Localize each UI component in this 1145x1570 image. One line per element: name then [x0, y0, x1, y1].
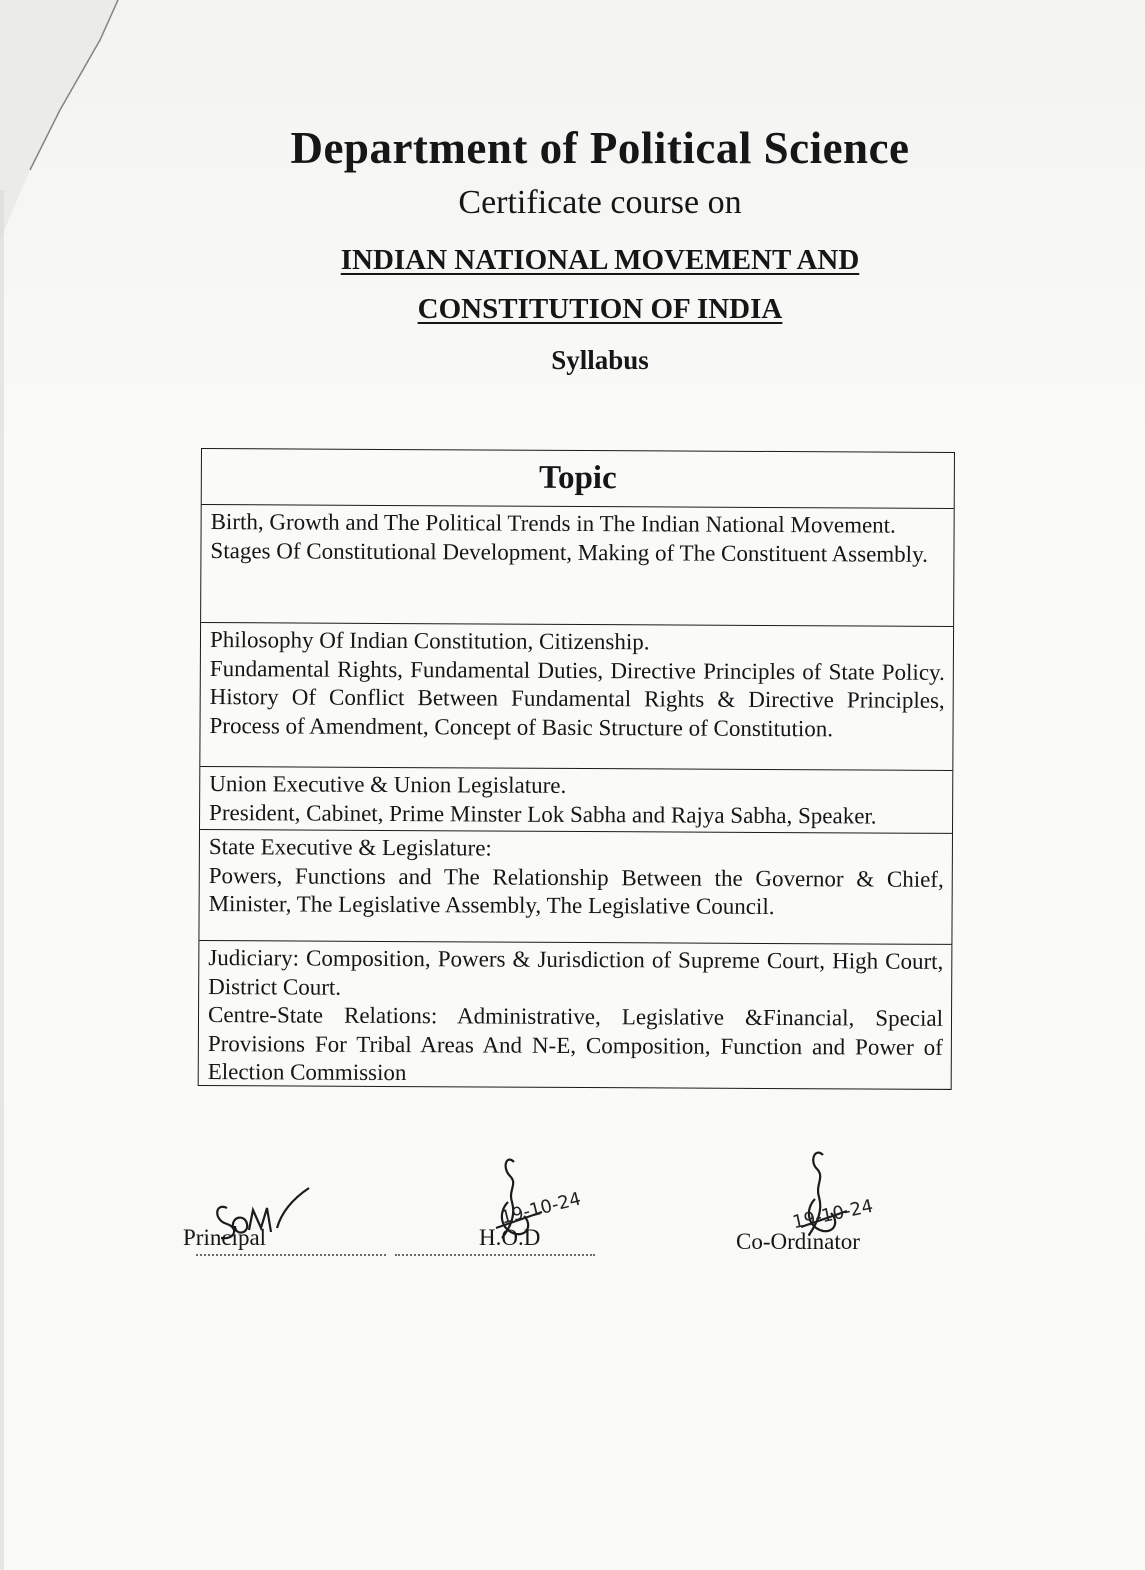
principal-label: Principal: [183, 1225, 267, 1250]
course-title-line-2-text: CONSTITUTION OF INDIA: [417, 293, 783, 325]
table-row: [201, 505, 954, 627]
topic-line: Powers, Functions and The Relationship Between the Governor & Chief, Minister, The Legislative Assembly, The Legislative Council.: [208, 862, 944, 920]
topic-line: Fundamental Rights, Fundamental Duties, Directive Principles of State Policy. History Of Conflict Between Fundamental Rights & Directive Principles, Process of Amendment, Concept of Basic Structure of Constitution.: [209, 655, 945, 741]
syllabus-table: [198, 448, 955, 1090]
course-title-line-1: [0, 244, 1145, 277]
syllabus-heading: Syllabus: [551, 345, 649, 375]
topic-line: Centre-State Relations: Administrative, Legislative &Financial, Special Provisions For Tribal Areas And N-E, Composition, Function and Power of Election Commission: [207, 1002, 944, 1086]
table-header-topic: Topic: [202, 449, 954, 509]
hod-signature-date: 19-10-24: [498, 1188, 584, 1229]
table-row: [200, 623, 953, 771]
table-row: [199, 830, 952, 945]
hod-label: H.O.D: [479, 1225, 541, 1250]
course-title-line-2: [0, 293, 1145, 326]
topic-line: Birth, Growth and The Political Trends in The Indian National Movement.: [210, 509, 896, 538]
table-row: [199, 941, 952, 1089]
certificate-subtitle: Certificate course on: [458, 184, 742, 221]
topic-line: President, Cabinet, Prime Minster Lok Sabha and Rajya Sabha, Speaker.: [209, 799, 877, 829]
topic-line: Stages Of Constitutional Development, Making of The Constituent Assembly.: [210, 537, 928, 567]
course-title-line-1-text: INDIAN NATIONAL MOVEMENT AND: [340, 244, 860, 276]
coordinator-label: Co-Ordinator: [736, 1229, 860, 1254]
hod-dotted-line: [395, 1254, 595, 1258]
department-title: Department of Political Science: [290, 123, 910, 173]
table-row: [200, 767, 952, 834]
topic-line: Judiciary: Composition, Powers & Jurisdiction of Supreme Court, High Court, District Court.: [208, 945, 944, 1000]
principal-dotted-line: [196, 1254, 386, 1258]
topic-line: Philosophy Of Indian Constitution, Citizenship.: [209, 627, 650, 655]
coordinator-signature-date: 19-10-24: [790, 1195, 875, 1234]
topic-line: Union Executive & Union Legislature.: [209, 771, 567, 798]
topic-line: State Executive & Legislature:: [208, 834, 492, 861]
